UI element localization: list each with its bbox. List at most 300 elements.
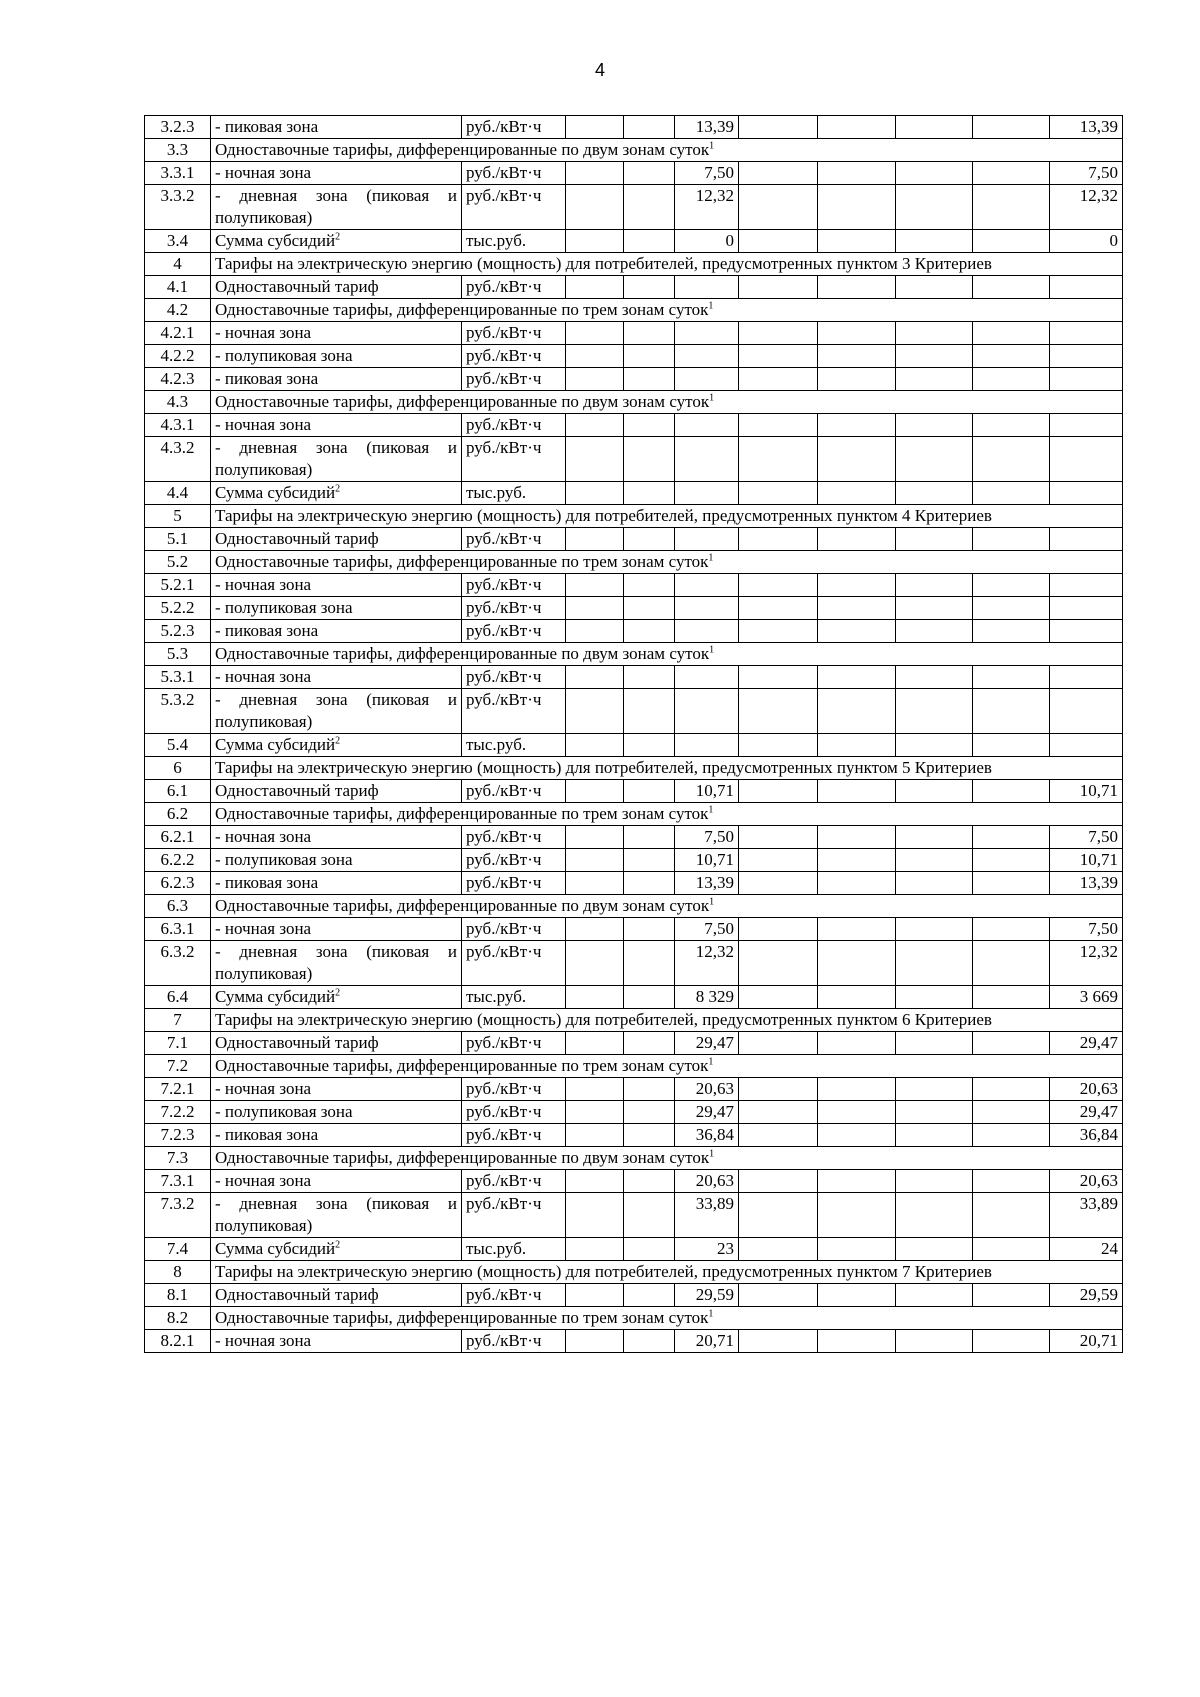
value-cell (818, 116, 896, 139)
value-cell (896, 734, 973, 757)
value-cell (973, 437, 1050, 482)
table-row (145, 1032, 1123, 1055)
value-cell (624, 368, 675, 391)
value-cell (973, 1238, 1050, 1261)
item-name (211, 666, 462, 689)
section-row (145, 1147, 1123, 1170)
section-row (145, 391, 1123, 414)
value-cell (624, 414, 675, 437)
value-cell (1050, 345, 1123, 368)
value-cell: 20,63 (1050, 1170, 1123, 1193)
value-cell (566, 849, 624, 872)
item-name-text: - ночная зона (215, 1079, 312, 1098)
value-cell (739, 276, 818, 299)
value-cell (973, 1032, 1050, 1055)
footnote-ref: 1 (709, 1148, 715, 1160)
item-name (211, 826, 462, 849)
value-cell (818, 666, 896, 689)
value-cell (739, 574, 818, 597)
value-cell (739, 322, 818, 345)
value-cell (624, 849, 675, 872)
value-cell (973, 345, 1050, 368)
item-name-text: Сумма субсидий (215, 735, 336, 754)
value-cell (566, 941, 624, 986)
value-cell: 33,89 (1050, 1193, 1123, 1238)
section-title-text: Одноставочные тарифы, дифференцированные по трем зонам суток (215, 804, 709, 823)
value-cell (566, 620, 624, 643)
value-cell (624, 230, 675, 253)
value-cell (739, 162, 818, 185)
item-name-text: - дневная зона (пиковая и полупиковая) (215, 186, 457, 227)
value-cell (566, 872, 624, 895)
row-number: 4.1 (145, 276, 211, 299)
value-cell (973, 666, 1050, 689)
value-cell (896, 368, 973, 391)
value-cell (1050, 620, 1123, 643)
value-cell (973, 1193, 1050, 1238)
table-row (145, 849, 1123, 872)
section-title (211, 803, 1123, 826)
item-name-text: - дневная зона (пиковая и полупиковая) (215, 1194, 457, 1235)
unit-cell: руб./кВт·ч (462, 414, 566, 437)
row-number: 6.3.1 (145, 918, 211, 941)
footnote-ref: 1 (709, 644, 715, 656)
item-name (211, 1124, 462, 1147)
value-cell (896, 162, 973, 185)
value-cell (973, 1124, 1050, 1147)
row-number: 5.2 (145, 551, 211, 574)
item-name-text: - ночная зона (215, 415, 312, 434)
value-cell (896, 1284, 973, 1307)
row-number: 4.3 (145, 391, 211, 414)
value-cell (739, 185, 818, 230)
value-cell (566, 1078, 624, 1101)
value-cell: 36,84 (675, 1124, 739, 1147)
value-cell (1050, 322, 1123, 345)
item-name-text: - ночная зона (215, 1171, 312, 1190)
value-cell: 13,39 (1050, 872, 1123, 895)
table-row (145, 414, 1123, 437)
table-row (145, 1330, 1123, 1353)
value-cell (566, 1032, 624, 1055)
value-cell (739, 1284, 818, 1307)
value-cell (624, 437, 675, 482)
value-cell (896, 528, 973, 551)
section-row (145, 1307, 1123, 1330)
value-cell (818, 1330, 896, 1353)
value-cell (675, 276, 739, 299)
value-cell (818, 574, 896, 597)
value-cell (624, 1124, 675, 1147)
item-name (211, 1284, 462, 1307)
unit-cell: руб./кВт·ч (462, 1170, 566, 1193)
value-cell (818, 1170, 896, 1193)
section-title (211, 551, 1123, 574)
value-cell (739, 1170, 818, 1193)
value-cell (624, 162, 675, 185)
value-cell: 29,59 (675, 1284, 739, 1307)
value-cell (1050, 528, 1123, 551)
value-cell (973, 1284, 1050, 1307)
item-name-text: - пиковая зона (215, 117, 319, 136)
value-cell (566, 185, 624, 230)
table-row (145, 689, 1123, 734)
value-cell (973, 620, 1050, 643)
value-cell (973, 918, 1050, 941)
table-row (145, 528, 1123, 551)
value-cell (739, 826, 818, 849)
value-cell (566, 826, 624, 849)
row-number: 3.3.1 (145, 162, 211, 185)
item-name (211, 276, 462, 299)
value-cell (739, 1238, 818, 1261)
item-name (211, 482, 462, 505)
item-name-text: - ночная зона (215, 667, 312, 686)
value-cell (1050, 482, 1123, 505)
value-cell: 7,50 (675, 162, 739, 185)
item-name-text: Одноставочный тариф (215, 1285, 379, 1304)
unit-cell: руб./кВт·ч (462, 116, 566, 139)
value-cell (818, 185, 896, 230)
value-cell (896, 185, 973, 230)
table-row (145, 116, 1123, 139)
value-cell (739, 872, 818, 895)
value-cell: 3 669 (1050, 986, 1123, 1009)
item-name-text: - дневная зона (пиковая и полупиковая) (215, 942, 457, 983)
value-cell (624, 345, 675, 368)
value-cell (818, 1238, 896, 1261)
value-cell (818, 734, 896, 757)
unit-cell: руб./кВт·ч (462, 872, 566, 895)
table-row (145, 368, 1123, 391)
value-cell (818, 162, 896, 185)
value-cell: 12,32 (1050, 185, 1123, 230)
row-number: 5.3.1 (145, 666, 211, 689)
row-number: 6.2.1 (145, 826, 211, 849)
section-title (211, 505, 1123, 528)
section-row (145, 1009, 1123, 1032)
unit-cell: руб./кВт·ч (462, 437, 566, 482)
unit-cell: тыс.руб. (462, 230, 566, 253)
row-number: 7 (145, 1009, 211, 1032)
section-title (211, 1307, 1123, 1330)
value-cell (566, 276, 624, 299)
value-cell: 7,50 (1050, 162, 1123, 185)
row-number: 4.2.3 (145, 368, 211, 391)
row-number: 6.4 (145, 986, 211, 1009)
row-number: 6.2.3 (145, 872, 211, 895)
footnote-ref: 1 (709, 392, 715, 404)
section-row (145, 299, 1123, 322)
item-name-text: - ночная зона (215, 323, 312, 342)
item-name (211, 162, 462, 185)
value-cell: 12,32 (1050, 941, 1123, 986)
item-name (211, 574, 462, 597)
value-cell (675, 666, 739, 689)
unit-cell: руб./кВт·ч (462, 368, 566, 391)
value-cell (566, 414, 624, 437)
value-cell (624, 666, 675, 689)
row-number: 3.3.2 (145, 185, 211, 230)
unit-cell: руб./кВт·ч (462, 574, 566, 597)
footnote-ref: 1 (708, 804, 714, 816)
value-cell (818, 689, 896, 734)
value-cell (566, 1284, 624, 1307)
row-number: 5.3 (145, 643, 211, 666)
value-cell (624, 780, 675, 803)
row-number: 6.2.2 (145, 849, 211, 872)
value-cell: 13,39 (675, 872, 739, 895)
section-row (145, 551, 1123, 574)
value-cell (624, 986, 675, 1009)
section-row (145, 1055, 1123, 1078)
item-name (211, 1193, 462, 1238)
value-cell (896, 780, 973, 803)
value-cell: 29,47 (675, 1032, 739, 1055)
value-cell (896, 689, 973, 734)
unit-cell: руб./кВт·ч (462, 528, 566, 551)
unit-cell: руб./кВт·ч (462, 185, 566, 230)
row-number: 8.2 (145, 1307, 211, 1330)
item-name-text: - ночная зона (215, 163, 312, 182)
unit-cell: тыс.руб. (462, 482, 566, 505)
value-cell (566, 528, 624, 551)
table-row (145, 162, 1123, 185)
table-row (145, 322, 1123, 345)
value-cell (818, 230, 896, 253)
value-cell (1050, 597, 1123, 620)
footnote-ref: 2 (335, 1239, 341, 1251)
value-cell: 20,71 (675, 1330, 739, 1353)
section-row (145, 505, 1123, 528)
section-title (211, 1261, 1123, 1284)
row-number: 5.2.3 (145, 620, 211, 643)
table-row (145, 941, 1123, 986)
item-name (211, 1078, 462, 1101)
row-number: 4 (145, 253, 211, 276)
unit-cell: руб./кВт·ч (462, 689, 566, 734)
value-cell (973, 116, 1050, 139)
value-cell (739, 528, 818, 551)
unit-cell: руб./кВт·ч (462, 1032, 566, 1055)
unit-cell: руб./кВт·ч (462, 1284, 566, 1307)
value-cell: 13,39 (1050, 116, 1123, 139)
section-title-text: Одноставочные тарифы, дифференцированные по трем зонам суток (215, 300, 709, 319)
section-title (211, 253, 1123, 276)
section-title (211, 299, 1123, 322)
value-cell (566, 986, 624, 1009)
value-cell (624, 322, 675, 345)
item-name (211, 597, 462, 620)
row-number: 8.1 (145, 1284, 211, 1307)
value-cell (739, 918, 818, 941)
value-cell (624, 1170, 675, 1193)
row-number: 7.2.1 (145, 1078, 211, 1101)
value-cell (675, 734, 739, 757)
section-title-text: Одноставочные тарифы, дифференцированные по двум зонам суток (215, 644, 710, 663)
value-cell (973, 185, 1050, 230)
value-cell (624, 872, 675, 895)
value-cell (896, 620, 973, 643)
row-number: 5 (145, 505, 211, 528)
value-cell (624, 918, 675, 941)
row-number: 8 (145, 1261, 211, 1284)
section-row (145, 803, 1123, 826)
value-cell (624, 941, 675, 986)
value-cell (896, 826, 973, 849)
value-cell (818, 276, 896, 299)
row-number: 6.1 (145, 780, 211, 803)
value-cell (624, 574, 675, 597)
table-row (145, 230, 1123, 253)
footnote-ref: 2 (335, 987, 341, 999)
value-cell (675, 345, 739, 368)
unit-cell: руб./кВт·ч (462, 780, 566, 803)
item-name-text: - ночная зона (215, 827, 312, 846)
unit-cell: руб./кВт·ч (462, 918, 566, 941)
unit-cell: руб./кВт·ч (462, 1101, 566, 1124)
value-cell (896, 345, 973, 368)
value-cell (1050, 574, 1123, 597)
item-name (211, 780, 462, 803)
unit-cell: руб./кВт·ч (462, 826, 566, 849)
value-cell (973, 414, 1050, 437)
item-name-text: - пиковая зона (215, 1125, 319, 1144)
section-title-text: Одноставочные тарифы, дифференцированные по трем зонам суток (215, 1056, 709, 1075)
footnote-ref: 2 (335, 483, 341, 495)
value-cell (739, 1078, 818, 1101)
unit-cell: руб./кВт·ч (462, 322, 566, 345)
value-cell (896, 276, 973, 299)
footnote-ref: 1 (709, 140, 715, 152)
row-number: 7.1 (145, 1032, 211, 1055)
value-cell (566, 1124, 624, 1147)
value-cell (896, 986, 973, 1009)
value-cell (896, 322, 973, 345)
item-name (211, 322, 462, 345)
value-cell (566, 597, 624, 620)
section-row (145, 253, 1123, 276)
footnote-ref: 1 (708, 552, 714, 564)
value-cell (896, 872, 973, 895)
item-name (211, 620, 462, 643)
section-title-text: Тарифы на электрическую энергию (мощность) для потребителей, предусмотренных пунктом 7 Критериев (215, 1262, 992, 1281)
item-name (211, 1330, 462, 1353)
value-cell (973, 849, 1050, 872)
row-number: 7.2 (145, 1055, 211, 1078)
section-title-text: Одноставочные тарифы, дифференцированные по двум зонам суток (215, 1148, 710, 1167)
value-cell (566, 368, 624, 391)
table-row (145, 620, 1123, 643)
value-cell (896, 1124, 973, 1147)
value-cell (675, 322, 739, 345)
value-cell (739, 437, 818, 482)
value-cell (896, 1032, 973, 1055)
unit-cell: тыс.руб. (462, 1238, 566, 1261)
value-cell (624, 1284, 675, 1307)
value-cell (973, 574, 1050, 597)
section-title (211, 757, 1123, 780)
value-cell (896, 482, 973, 505)
row-number: 4.4 (145, 482, 211, 505)
section-title-text: Тарифы на электрическую энергию (мощность) для потребителей, предусмотренных пунктом 6 Критериев (215, 1010, 992, 1029)
item-name-text: Одноставочный тариф (215, 277, 379, 296)
tariff-table (144, 115, 1123, 1353)
table-row (145, 1170, 1123, 1193)
value-cell (566, 666, 624, 689)
value-cell (624, 689, 675, 734)
row-number: 6 (145, 757, 211, 780)
table-row (145, 345, 1123, 368)
section-title (211, 1147, 1123, 1170)
value-cell (818, 1078, 896, 1101)
row-number: 3.2.3 (145, 116, 211, 139)
value-cell (973, 1330, 1050, 1353)
section-title (211, 643, 1123, 666)
section-title-text: Тарифы на электрическую энергию (мощность) для потребителей, предусмотренных пунктом 3 Критериев (215, 254, 992, 273)
item-name (211, 689, 462, 734)
row-number: 3.3 (145, 139, 211, 162)
value-cell (973, 162, 1050, 185)
section-title (211, 391, 1123, 414)
section-title-text: Одноставочные тарифы, дифференцированные по двум зонам суток (215, 140, 710, 159)
value-cell (624, 482, 675, 505)
value-cell (675, 482, 739, 505)
value-cell (566, 1193, 624, 1238)
value-cell (739, 941, 818, 986)
value-cell (675, 368, 739, 391)
value-cell (896, 918, 973, 941)
item-name (211, 345, 462, 368)
item-name-text: - ночная зона (215, 575, 312, 594)
value-cell (896, 1238, 973, 1261)
table-row (145, 1101, 1123, 1124)
value-cell (818, 1032, 896, 1055)
section-title (211, 1009, 1123, 1032)
table-row (145, 276, 1123, 299)
value-cell (818, 482, 896, 505)
unit-cell: руб./кВт·ч (462, 276, 566, 299)
table-row (145, 872, 1123, 895)
value-cell (739, 849, 818, 872)
item-name-text: Сумма субсидий (215, 483, 336, 502)
footnote-ref: 2 (335, 735, 341, 747)
value-cell (818, 437, 896, 482)
value-cell: 20,63 (1050, 1078, 1123, 1101)
value-cell (624, 528, 675, 551)
unit-cell: руб./кВт·ч (462, 941, 566, 986)
value-cell (818, 322, 896, 345)
item-name-text: Одноставочный тариф (215, 781, 379, 800)
unit-cell: руб./кВт·ч (462, 162, 566, 185)
table-row (145, 826, 1123, 849)
item-name (211, 941, 462, 986)
item-name-text: Сумма субсидий (215, 1239, 336, 1258)
item-name (211, 437, 462, 482)
item-name (211, 368, 462, 391)
value-cell (973, 528, 1050, 551)
row-number: 5.3.2 (145, 689, 211, 734)
item-name (211, 1238, 462, 1261)
value-cell (896, 941, 973, 986)
value-cell (973, 276, 1050, 299)
value-cell (896, 1170, 973, 1193)
value-cell (566, 162, 624, 185)
value-cell (739, 1032, 818, 1055)
value-cell (566, 322, 624, 345)
value-cell (624, 1330, 675, 1353)
row-number: 5.2.2 (145, 597, 211, 620)
